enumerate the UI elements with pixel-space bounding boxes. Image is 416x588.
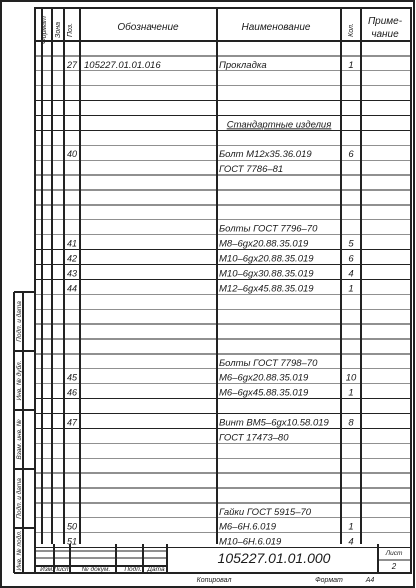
row-section-title: Стандартные изделия — [226, 119, 332, 131]
header-qty: Кол. — [348, 23, 355, 37]
row-position: 27 — [66, 59, 78, 70]
specification-table — [35, 8, 411, 548]
row-quantity: 1 — [348, 521, 354, 533]
row-position: 50 — [66, 521, 78, 532]
stamp-designation: 105227.01.01.000 — [217, 550, 331, 566]
row-position: 40 — [66, 149, 78, 160]
row-name: М8–6gх20.88.35.019 — [219, 238, 309, 250]
row-name: Винт ВМ5–6gх10.58.019 — [219, 417, 329, 429]
footer-format-value: А4 — [365, 577, 375, 584]
side-label: Подп. и дата — [16, 301, 23, 342]
row-name: ГОСТ 17473–80 — [219, 432, 289, 444]
row-name: Болты ГОСТ 7798–70 — [219, 357, 318, 369]
row-position: 51 — [66, 536, 78, 547]
stamp-date: Дата — [147, 566, 165, 573]
row-quantity: 6 — [348, 149, 354, 161]
row-name: Прокладка — [219, 59, 267, 71]
header-note-line1: Приме- — [367, 16, 403, 27]
row-name: Гайки ГОСТ 5915–70 — [219, 506, 312, 518]
row-quantity: 1 — [348, 59, 354, 71]
row-quantity: 4 — [348, 268, 354, 280]
row-quantity: 8 — [348, 417, 354, 429]
row-name: М10–6Н.6.019 — [219, 536, 282, 548]
row-designation: 105227.01.01.016 — [84, 59, 161, 71]
row-position: 45 — [66, 372, 78, 383]
row-quantity: 1 — [348, 283, 354, 295]
stamp-sheet-number: 2 — [391, 562, 397, 571]
row-name: Болты ГОСТ 7796–70 — [219, 223, 318, 235]
header-note-line2: чание — [371, 29, 399, 40]
row-name: М12–6gх45.88.35.019 — [219, 283, 314, 295]
row-quantity: 5 — [348, 238, 354, 250]
row-quantity: 10 — [345, 372, 357, 384]
row-position: 44 — [66, 283, 78, 294]
row-name: М6–6Н.6.019 — [219, 521, 277, 533]
row-name: ГОСТ 7786–81 — [219, 164, 284, 176]
row-name: Болт М12х35.36.019 — [219, 149, 312, 161]
row-position: 46 — [66, 387, 78, 398]
row-position: 47 — [66, 417, 78, 428]
header-name: Наименование — [241, 22, 311, 33]
stamp-izm: Изм. — [40, 566, 54, 573]
row-position: 41 — [66, 238, 78, 249]
side-label: Инв. № дубл. — [16, 360, 23, 401]
side-binding-strip — [14, 292, 35, 573]
row-quantity: 1 — [348, 387, 354, 399]
stamp-sheet-label: Лист — [385, 550, 403, 557]
stamp-list: Лист — [53, 566, 71, 573]
row-quantity: 6 — [348, 253, 354, 265]
row-position: 43 — [66, 268, 78, 279]
row-quantity: 4 — [348, 536, 354, 548]
row-name: М10–6gх20.88.35.019 — [219, 253, 314, 265]
side-label: Подп. и дата — [16, 478, 23, 519]
row-name: М6–6gх45.88.35.019 — [219, 387, 309, 399]
row-position: 42 — [66, 253, 78, 264]
title-block — [35, 544, 411, 573]
stamp-signature: Подп. — [124, 566, 142, 573]
footer-copied: Копировал — [196, 577, 232, 584]
side-label: Взам. инв. № — [16, 419, 23, 460]
row-name: М6–6gх20.88.35.019 — [219, 372, 309, 384]
header-zone: Зона — [55, 22, 62, 38]
footer-format-label: Формат — [315, 577, 343, 584]
header-format: Формат — [41, 16, 48, 44]
header-designation: Обозначение — [117, 22, 179, 33]
header-pos: Поз. — [67, 22, 74, 38]
stamp-doc-number: № докум. — [81, 566, 111, 573]
side-label: Инв. № подл. — [16, 530, 23, 571]
row-name: М10–6gх30.88.35.019 — [219, 268, 314, 280]
